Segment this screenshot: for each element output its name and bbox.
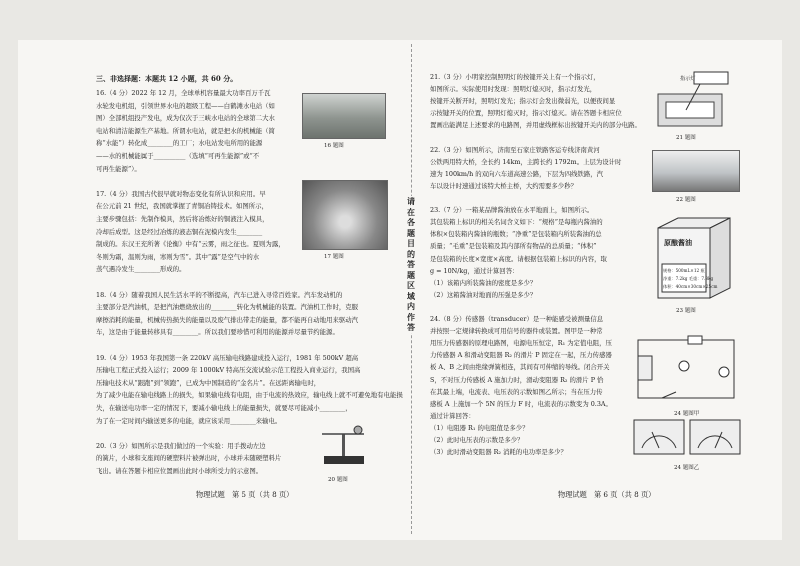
left-text-line: 电站和清洁能源生产基地。所谓水电站，就是把水的机械能（简 <box>96 126 275 135</box>
side-notice-char: 各 <box>407 217 415 227</box>
fig23-caption: 23 题图 <box>676 308 696 314</box>
right-text-line: 其包装箱上标识的相关名词含义如下：“规格”是每瓶内酱油的 <box>430 218 603 227</box>
left-text-line: 冷却后成型。这是经过冶炼的液态铜在泥模内发生________ <box>96 227 263 236</box>
fig24b-caption: 24 题图乙 <box>674 465 700 471</box>
right-text-line: S，不对压力传感板 A 施加力时，滑动变阻器 R₂ 的滑片 P 恰 <box>430 375 604 384</box>
right-text-line: （1）该箱内所装酱油的密度是多少？ <box>430 278 537 287</box>
footer-right: 物理试题 第 6 页（共 8 页） <box>558 490 656 499</box>
left-text-line: 主要步骤包括：先制作模具，然后将冶炼好的铜液注入模具， <box>96 215 269 223</box>
left-text-line: 为了在一定时间内输送更多的电能，就应该采用________来输电。 <box>96 416 282 425</box>
right-text-line: 21.（3 分）小明家控制照明灯的按键开关上有一个指示灯， <box>430 73 600 81</box>
fig16-caption: 16 题图 <box>324 143 344 149</box>
left-text-line: 压输电工程正式投入运行；2009 年 1000kV 特高压交流试验示范工程投入商业运行，我国高 <box>96 366 361 375</box>
left-text-line: 18.（4 分）随着我国人民生活水平的不断提高，汽车已进入寻常百姓家。汽车发动机的 <box>96 290 343 299</box>
fig20-apparatus <box>316 420 380 470</box>
fig24a-circuit <box>632 334 742 406</box>
right-text-line: 公铁两用特大桥，全长约 14km，主跨长约 1792m。上层为设计时 <box>430 157 622 166</box>
right-text-line: （2）此时电压表的示数是多少？ <box>430 436 524 444</box>
side-notice-char: 区 <box>407 280 415 290</box>
fig20-caption: 20 题图 <box>328 477 348 483</box>
side-notice-char: 作 <box>407 311 415 322</box>
fig21-label: 指示灯 <box>680 76 696 82</box>
right-text-line: 23.（7 分）一箱某品牌酱油放在水平地面上，如图所示。 <box>430 206 594 215</box>
left-text-line: 主要部分是汽油机，是把汽油燃烧放出的________转化为机械能的装置。汽油机工作时，克服 <box>96 303 359 312</box>
right-text-line: 22.（3 分）如图所示，济南至石家庄铁路客运专线济南黄河 <box>430 145 600 154</box>
left-text-line: 可再生能源”）。 <box>96 164 141 173</box>
fig22-bridge-photo <box>652 150 740 192</box>
side-notice-char: 请 <box>407 196 415 206</box>
fig17-bronze-casting <box>302 180 388 250</box>
left-text-line: 冬则为霜，温则为雨，寒则为雪”。其中“露”是空气中的水 <box>96 252 260 261</box>
right-text-line: 速为 100km/h 的双向六车道高速公路，下层为四线铁路，汽 <box>430 169 604 178</box>
right-text-line: 质量；“毛重”是包装箱及其内部所有物品的总质量；“体积” <box>430 242 597 251</box>
fig16-dam-photo <box>302 93 386 139</box>
side-notice-char: 答 <box>407 259 415 269</box>
left-text-line: 16.（4 分）2022 年 12 月，全球单机容量最大功率百万千瓦 <box>96 89 271 97</box>
side-notice-char: 答 <box>407 322 415 332</box>
left-text-line: 图）全部机组投产发电，成为仅次于三峡水电站的全球第二大水 <box>96 114 275 123</box>
left-text-line: ——水的机械能属于__________（选填“可再生能源”或“不 <box>96 152 260 160</box>
right-text-line: 是包装箱的长度×宽度×高度。请根据包装箱上标识的内容，取 <box>430 254 607 263</box>
fig23-spec: 规格：500mL×12 瓶 <box>663 268 705 273</box>
right-text-line: 通过计算回答： <box>430 411 475 420</box>
side-notice-char: 题 <box>407 227 415 238</box>
side-notice-char: 目 <box>407 238 415 248</box>
left-text-line: 19.（4 分）1953 年我国第一条 220kV 高压输电线路建成投入运行，1981 年 500kV 超高 <box>96 353 359 362</box>
left-text-line: 的簧片，小球和支座间的硬塑料片被弹出时，小球并未随硬塑料片 <box>96 454 282 463</box>
left-text-line: 车，这是由于能量转移具有________。所以我们要珍惜可利用的能源并尽量节约能源。 <box>96 328 339 337</box>
left-text-line: 17.（4 分）我国古代很早就对物态变化有所认识和应用。早 <box>96 189 266 198</box>
fig23-weights: 净重：7.2kg 毛重：7.8kg <box>663 276 714 281</box>
left-text-line: 水轮发电机组，引领世界水电的超级工程——白鹤滩水电站（如 <box>96 101 275 110</box>
fig21-caption: 21 题图 <box>676 135 696 141</box>
right-text-line: 置画出能满足上述要求的电路图，并用虚线框标出按键开关内的部分电路。 <box>430 121 641 130</box>
side-notice-char: 在 <box>407 206 415 217</box>
fig17-caption: 17 题图 <box>324 254 344 260</box>
footer-left: 物理试题 第 5 页（共 8 页） <box>196 490 294 499</box>
left-text-line: 飞出。请在答题卡相应位置画出此时小球所受力的示意图。 <box>96 467 263 475</box>
right-text-line: 24.（8 分）传感器（transducer）是一种能感受被测量信息 <box>430 315 604 323</box>
side-notice-char: 域 <box>407 290 415 301</box>
right-text-line: 按键开关断开时，照明灯发光；指示灯会发出微弱光，以便夜间显 <box>430 97 616 106</box>
side-notice-char: 的 <box>407 248 415 259</box>
left-text-line: 压输电技术从“跟跑”到“领跑”，已成为中国制造的“金名片”。在远距离输电时， <box>96 378 321 387</box>
fig23-volume: 体积：40cm×30cm×25cm <box>663 284 718 289</box>
section-title: 三、非选择题：本题共 12 小题，共 60 分。 <box>96 74 238 83</box>
left-text-line: 失，在输送电功率一定的情况下，要减小输电线上的能量损失，就要尽可能减小________， <box>96 404 352 412</box>
left-text-line: 在公元前 21 世纪，我国就掌握了青铜冶铸技术。如图所示， <box>96 202 268 211</box>
left-text-line: 摩擦消耗的能量，机械传热损失的能量以及废气排出带走的能量，都不能再自动地用来驱动汽 <box>96 315 359 324</box>
right-text-line: 在其最上端，电流表、电压表的示数如图乙所示；当在压力传 <box>430 387 603 396</box>
left-text-line: 蒸气遇冷发生________形成的。 <box>96 265 186 274</box>
right-text-line: 力传感器 A 和滑动变阻器 R₂ 的滑片 P 固定在一起，压力传感器 <box>430 351 612 360</box>
right-text-line: （1）电阻器 R₁ 的电阻值是多少？ <box>430 423 529 432</box>
right-text-line: 示按键开关的位置，照明灯熄灭时，指示灯熄灭。请在答题卡相应位 <box>430 109 622 118</box>
left-text-line: 20.（3 分）如图所示是我们做过的一个实验：用手拨动左边 <box>96 441 266 450</box>
right-text-line: 如图所示。实际使用时发现：照明灯熄灭时，指示灯发光， <box>430 85 597 94</box>
side-notice-char: 题 <box>407 269 415 280</box>
left-text-line: 称“水能”）转化成________的工厂；水电站发电所用的能源 <box>96 139 263 148</box>
fig22-caption: 22 题图 <box>676 197 696 203</box>
fig23-brand: 原酿酱油 <box>664 238 692 247</box>
right-text-line: 感板 A 上施加一个 5N 的压力 F 时，电流表的示数变为 0.3A。 <box>430 399 612 408</box>
fig24a-caption: 24 题图甲 <box>674 411 700 417</box>
right-text-line: 体积×包装箱内酱油的瓶数；“净重”是包装箱内所装酱油的总 <box>430 230 602 239</box>
fig21-switch <box>656 70 736 130</box>
right-text-line: 用压力传感器的原理电路图，电源电压恒定，R₁ 为定值电阻，压 <box>430 339 612 348</box>
left-text-line: 制成的。东汉王充所著《论衡》中有“云雾，雨之征也。夏则为露， <box>96 240 285 249</box>
right-text-line: （2）这箱酱油对地面的压强是多少？ <box>430 290 537 299</box>
right-text-line: 车以设计时速通过该特大桥主桥，大约需要多少秒？ <box>430 181 577 190</box>
right-text-line: 板 A、B 之间由绝缘弹簧相连，其间有可伸缩的导线。闭合开关 <box>430 363 610 372</box>
fig24b-meters <box>632 418 742 458</box>
right-text-line: 并按照一定规律转换成可用信号的器件或装置。图甲是一种常 <box>430 327 603 336</box>
right-text-line: g = 10N/kg，通过计算回答： <box>430 266 519 275</box>
side-notice-char: 内 <box>407 301 415 311</box>
side-notice <box>403 196 419 333</box>
right-text-line: （3）此时滑动变阻器 R₂ 消耗的电功率是多少？ <box>430 448 567 457</box>
left-text-line: 为了减少电能在输电线路上的损失，如果输电线有电阻，由于电流的热效应，输电线上就不可避免地有电能损 <box>96 391 403 400</box>
